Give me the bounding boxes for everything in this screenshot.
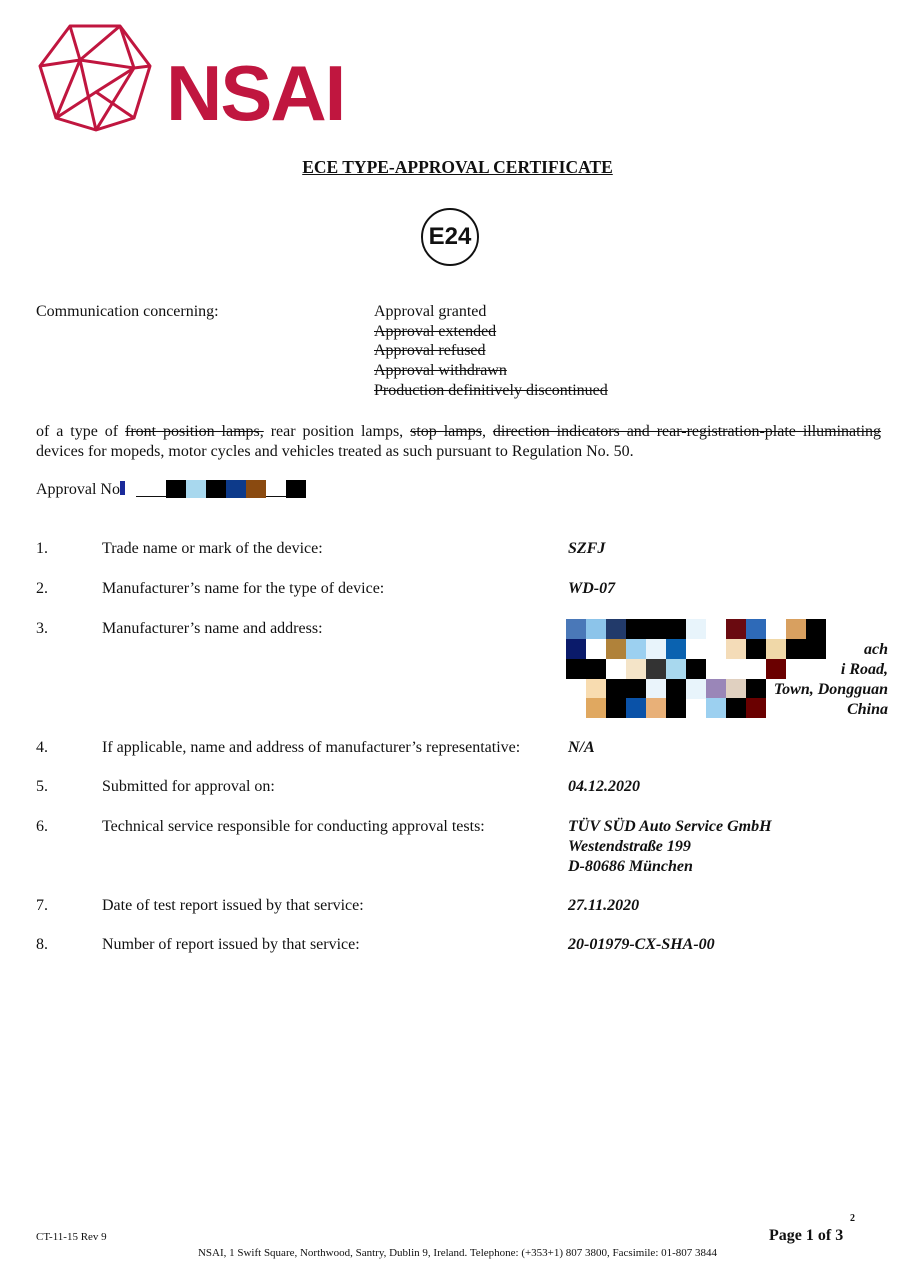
status-approval-granted: Approval granted [374,303,487,320]
address-fragment: i Road, [840,661,888,678]
item-value-technical-service: TÜV SÜD Auto Service GmbH Westendstraße 199 D-80686 München [568,818,772,875]
status-production-discontinued: Production definitively discontinued [374,381,608,399]
redaction-block [286,480,306,498]
logo-wordmark: NSAI [166,49,345,137]
page-title: ECE TYPE-APPROVAL CERTIFICATE [302,157,613,177]
page-superscript: 2 [850,1213,855,1224]
item-label-submitted: Submitted for approval on: [102,778,275,795]
item-number: 1. [36,540,48,557]
item-value-report-number: 20-01979-CX-SHA-00 [568,936,715,953]
nsai-logo-icon [36,22,154,132]
address-fragment: China [847,701,888,718]
item-number: 4. [36,739,48,756]
type-struck-front-position: front position lamps, [125,423,264,440]
item-label-technical-service: Technical service responsible for conducting approval tests: [102,818,485,835]
item-label-trade-name: Trade name or mark of the device: [102,540,323,557]
redaction-block [206,480,226,498]
item-label-report-date: Date of test report issued by that service: [102,897,364,914]
item-number: 3. [36,620,48,637]
item-label-representative: If applicable, name and address of manufacturer’s representative: [102,739,521,756]
item-value-type-name: WD-07 [568,580,616,597]
item-label-type-name: Manufacturer’s name for the type of device: [102,580,385,597]
type-struck-indicators: direction indicators and rear-registration-plate illuminating [492,423,882,440]
item-value-trade-name: SZFJ [568,540,606,557]
redaction-block [166,480,186,498]
form-reference: CT-11-15 Rev 9 [36,1231,107,1243]
communication-label: Communication concerning: [36,303,219,320]
type-text-4: devices for mopeds, motor cycles and vehicles treated as such pursuant to Regulation No. 50. [36,443,634,460]
status-approval-extended: Approval extended [374,322,497,340]
type-text-2: rear position lamps, [263,423,411,440]
redaction-block [120,481,125,495]
footer-address: NSAI, 1 Swift Square, Northwood, Santry, Dublin 9, Ireland. Telephone: (+353+1) 807 3800, Facsimile: 01-807 3844 [197,1247,718,1259]
type-struck-stop-lamps: stop lamps [410,423,482,440]
device-type-paragraph [36,422,881,462]
item-number: 5. [36,778,48,795]
status-list [374,302,608,400]
redaction-block [246,480,266,498]
item-value-report-date: 27.11.2020 [568,897,640,914]
status-approval-withdrawn: Approval withdrawn [374,362,507,380]
item-label-manufacturer-address: Manufacturer’s name and address: [102,620,323,637]
redaction-block [186,480,206,498]
item-label-report-number: Number of report issued by that service: [102,936,360,953]
address-redaction [566,619,836,718]
address-fragment: Town, Dongguan [773,681,888,698]
status-approval-refused: Approval refused [374,342,486,360]
type-text-1: of a type of [36,423,126,440]
item-value-representative: N/A [568,739,595,756]
address-fragment: ach [864,641,888,658]
item-number: 8. [36,936,48,953]
page-number: Page 1 of 3 [769,1227,844,1244]
item-number: 2. [36,580,48,597]
item-number: 7. [36,897,48,914]
item-number: 6. [36,818,48,835]
approval-number-label: Approval No [36,481,120,498]
redaction-block [226,480,246,498]
type-text-3: , [481,423,493,440]
approval-mark: E24 [421,208,479,266]
item-value-submitted: 04.12.2020 [568,778,640,795]
